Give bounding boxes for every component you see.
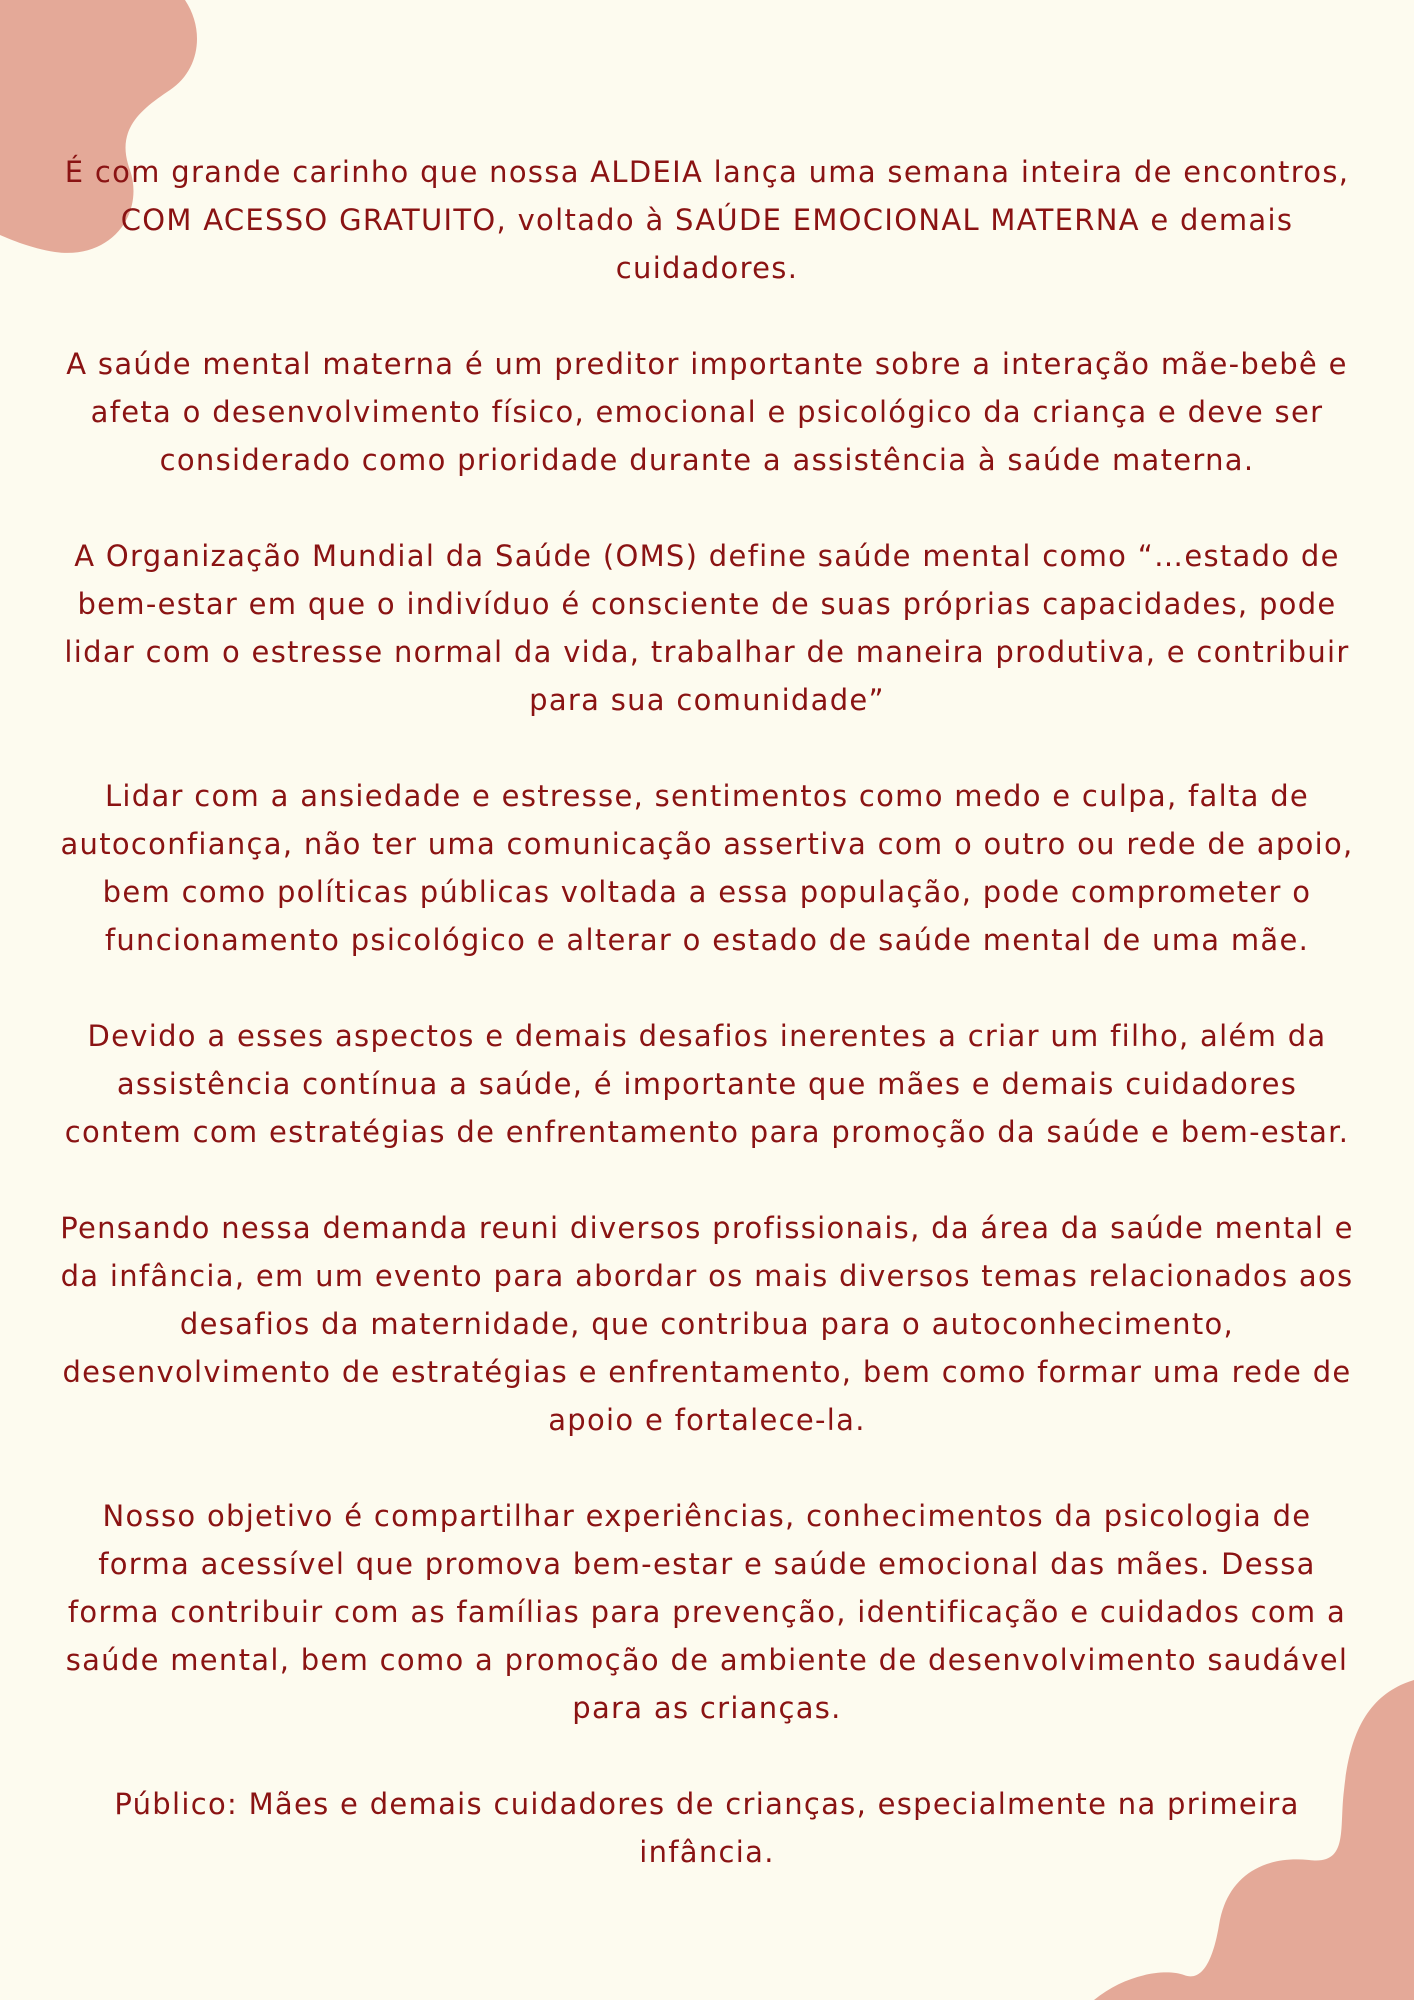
paragraph-event-description: Pensando nessa demanda reuni diversos profissionais, da área da saúde mental e da infância, em um evento para abordar os mais diversos temas relacionados aos desafios da maternidade, que contribua para o autoconhecimento, desenvolvimento de estratégias e enfrentamento, bem como formar uma rede de apoio e fortalece-la. <box>60 1211 1354 1437</box>
paragraph-oms-definition: A Organização Mundial da Saúde (OMS) define saúde mental como “…estado de bem-estar em que o indivíduo é consciente de suas próprias capacidades, pode lidar com o estresse normal da vida, trabalhar de maneira produtiva, e contribuir para sua comunidade” <box>64 539 1350 717</box>
paragraph-maternal-mental-health: A saúde mental materna é um preditor importante sobre a interação mãe-bebê e afeta o desenvolvimento físico, emocional e psicológico da criança e deve ser considerado como prioridade durante a assistência à saúde materna. <box>66 347 1348 477</box>
paragraph-intro: É com grande carinho que nossa ALDEIA lança uma semana inteira de encontros, COM ACESSO GRATUITO, voltado à SAÚDE EMOCIONAL MATERNA e demais cuidadores. <box>64 155 1350 285</box>
paragraph-objective: Nosso objetivo é compartilhar experiências, conhecimentos da psicologia de forma acessível que promova bem-estar e saúde emocional das mães. Dessa forma contribuir com as famílias para prevenção, identificação e cuidados com a saúde mental, bem como a promoção de ambiente de desenvolvimento saudável para as crianças. <box>65 1499 1349 1725</box>
paragraph-challenges: Lidar com a ansiedade e estresse, sentimentos como medo e culpa, falta de autoconfiança, não ter uma comunicação assertiva com o outro ou rede de apoio, bem como políticas públicas voltada a essa população, pode comprometer o funcionamento psicológico e alterar o estado de saúde mental de uma mãe. <box>60 779 1354 957</box>
paragraph-coping-strategies: Devido a esses aspectos e demais desafios inerentes a criar um filho, além da assistência contínua a saúde, é importante que mães e demais cuidadores contem com estratégias de enfrentamento para promoção da saúde e bem-estar. <box>64 1019 1350 1149</box>
main-text <box>60 148 1354 1876</box>
paragraph-audience: Público: Mães e demais cuidadores de crianças, especialmente na primeira infância. <box>114 1787 1300 1869</box>
